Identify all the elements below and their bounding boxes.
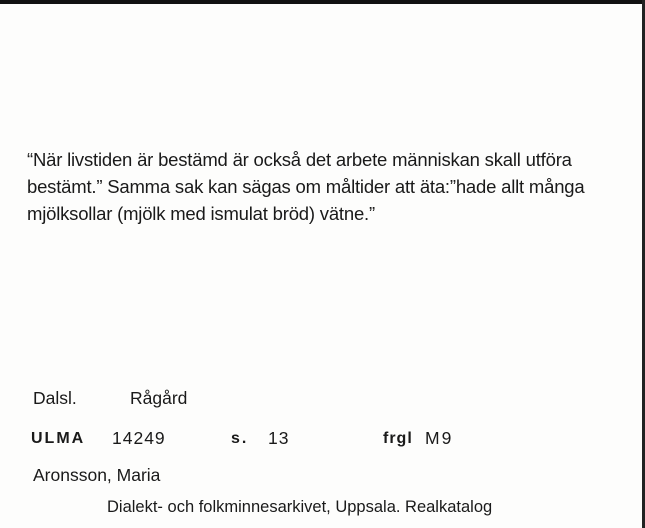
archive-footer: Dialekt- och folkminnesarkivet, Uppsala. Realkatalog — [107, 498, 493, 516]
ulma-number: 14249 — [112, 428, 166, 448]
ulma-label: ULMA — [31, 430, 86, 447]
card-top-border — [0, 0, 645, 4]
frgl-value: M9 — [425, 428, 454, 448]
frgl-label: frgl — [383, 430, 413, 447]
page-number: 13 — [268, 428, 290, 448]
quote-text: “När livstiden är bestämd är också det arbete människan skall utföra bestämt.” Samma sak kan sägas om måltider att äta:”hade allt många mjölksollar (mjölk med ismulat bröd) vätne.” — [27, 149, 585, 224]
place-name: Rågård — [130, 388, 188, 408]
informant-name: Aronsson, Maria — [33, 465, 161, 485]
page-label: s. — [231, 430, 249, 447]
region-label: Dalsl. — [33, 388, 77, 408]
